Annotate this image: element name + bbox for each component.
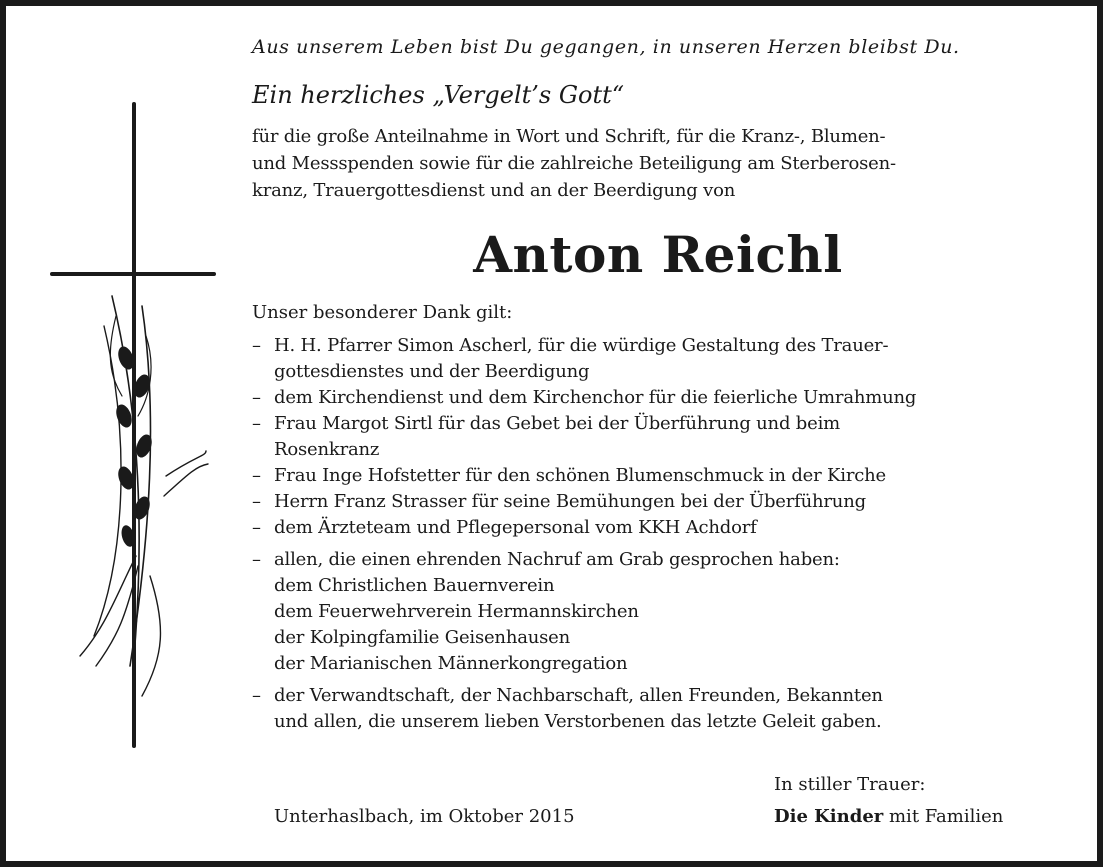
list-item-line: gottesdienstes und der Beerdigung — [274, 361, 590, 382]
signature-rest: mit Familien — [883, 806, 1004, 827]
list-item-line: Frau Margot Sirtl für das Gebet bei der Überführung und beim — [274, 413, 840, 434]
list-dash: – — [252, 465, 261, 486]
deceased-name: Anton Reichl — [473, 225, 843, 284]
list-item — [252, 515, 1064, 541]
list-item-line: dem Kirchendienst und dem Kirchenchor für die feierliche Umrahmung — [274, 387, 917, 408]
motto-line: Aus unserem Leben bist Du gegangen, in unseren Herzen bleibst Du. — [252, 36, 960, 58]
signature-bold: Die Kinder — [774, 806, 884, 827]
list-item-line: H. H. Pfarrer Simon Ascherl, für die würdige Gestaltung des Trauer- — [274, 335, 889, 356]
intro-line: kranz, Trauergottesdienst und an der Beerdigung von — [252, 180, 736, 201]
list-item — [252, 463, 1064, 489]
intro-line: für die große Anteilnahme in Wort und Schrift, für die Kranz-, Blumen- — [252, 126, 886, 147]
list-item-line: und allen, die unserem lieben Verstorbenen das letzte Geleit gaben. — [274, 711, 882, 732]
list-item-line: Herrn Franz Strasser für seine Bemühungen bei der Überführung — [274, 491, 866, 512]
place-date: Unterhaslbach, im Oktober 2015 — [274, 806, 575, 827]
list-item — [252, 411, 1064, 463]
special-thanks-heading: Unser besonderer Dank gilt: — [252, 302, 513, 323]
list-item-line: dem Christlichen Bauernverein — [274, 575, 555, 596]
list-item — [252, 489, 1064, 515]
list-item — [252, 333, 1064, 385]
list-item — [252, 385, 1064, 411]
list-item-line: allen, die einen ehrenden Nachruf am Grab gesprochen haben: — [274, 549, 840, 570]
list-item-line: der Kolpingfamilie Geisenhausen — [274, 627, 571, 648]
list-item-line: der Verwandtschaft, der Nachbarschaft, allen Freunden, Bekannten — [274, 685, 883, 706]
list-dash: – — [252, 517, 261, 538]
thanks-list — [252, 333, 1064, 735]
list-item — [252, 683, 1064, 735]
list-dash: – — [252, 413, 261, 434]
signature — [774, 806, 1003, 827]
list-dash: – — [252, 549, 261, 570]
list-item-line: dem Feuerwehrverein Hermannskirchen — [274, 601, 639, 622]
list-item-line: der Marianischen Männerkongregation — [274, 653, 628, 674]
thanks-title: Ein herzliches „Vergelt’s Gott“ — [252, 81, 625, 109]
list-item-line: Frau Inge Hofstetter für den schönen Blumenschmuck in der Kirche — [274, 465, 886, 486]
list-item-line: Rosenkranz — [274, 439, 380, 460]
list-dash: – — [252, 335, 261, 356]
list-dash: – — [252, 491, 261, 512]
list-dash: – — [252, 685, 261, 706]
list-item-line: dem Ärzteteam und Pflegepersonal vom KKH Achdorf — [274, 517, 757, 538]
list-item — [252, 547, 1064, 677]
intro-line: und Messspenden sowie für die zahlreiche Beteiligung am Sterberosen- — [252, 153, 896, 174]
cross-with-wheat-icon — [46, 96, 226, 756]
list-dash: – — [252, 387, 261, 408]
signature-intro: In stiller Trauer: — [774, 774, 926, 795]
intro-paragraph — [252, 123, 1064, 204]
